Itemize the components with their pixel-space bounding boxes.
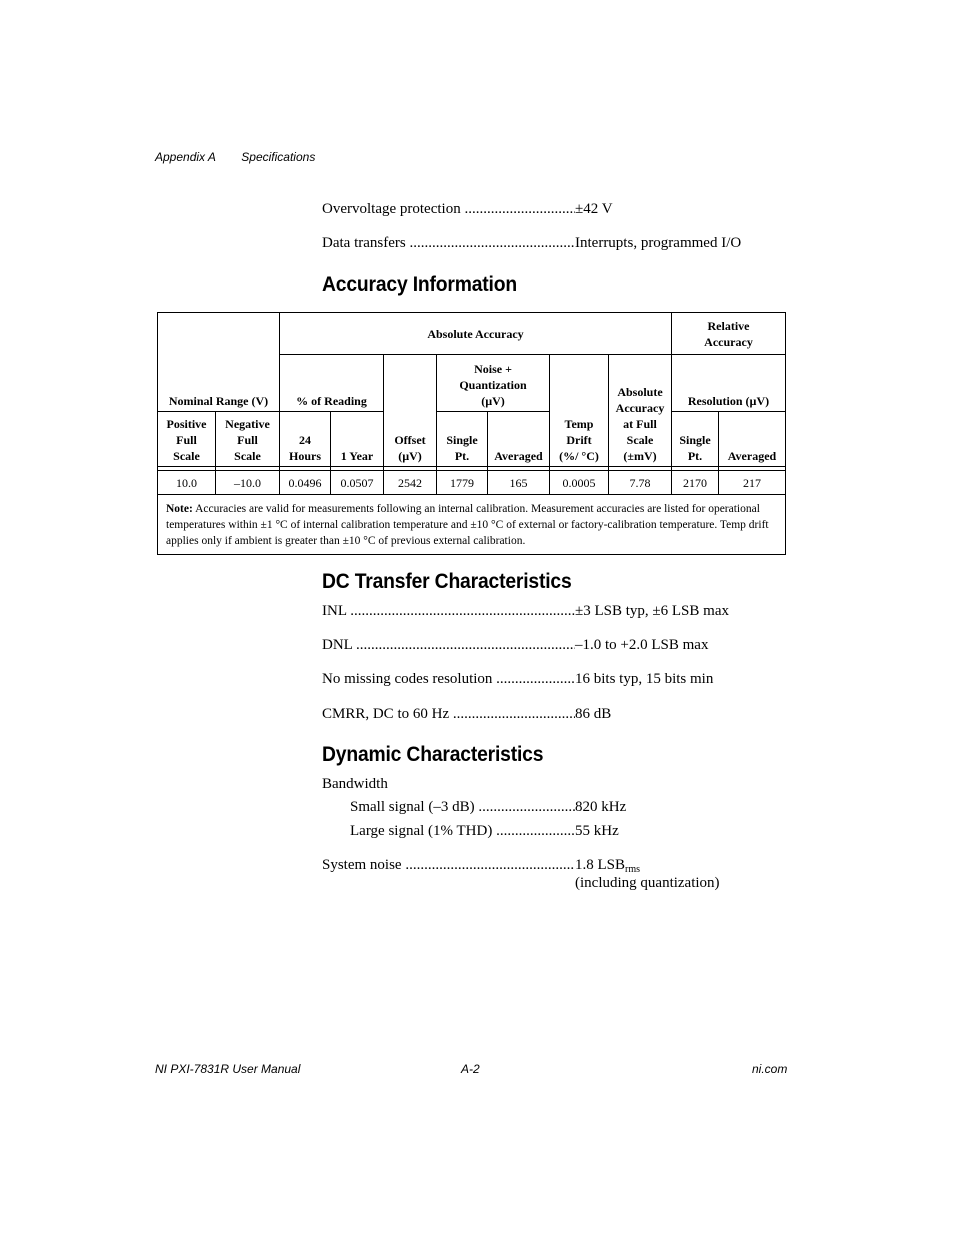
th-relative-accuracy: Relative Accuracy [672, 313, 786, 355]
note-label: Note: [166, 502, 193, 515]
cell-noise-single: 1779 [437, 471, 488, 495]
spec-small-signal [350, 799, 626, 816]
cell-temp-drift: 0.0005 [550, 471, 609, 495]
spec-overvoltage [322, 201, 613, 218]
spec-cmrr [322, 706, 611, 723]
cell-offset: 2542 [384, 471, 437, 495]
spec-label: Overvoltage protection ..... [322, 201, 575, 218]
footer-page-number: A-2 [461, 1062, 480, 1076]
cell-noise-averaged: 165 [488, 471, 550, 495]
spec-value: ±3 LSB typ, ±6 LSB max [575, 603, 729, 619]
spec-value: Interrupts, programmed I/O [575, 235, 742, 251]
th-noise-quantization: Noise + Quantization (µV) [437, 355, 550, 412]
spec-large-signal [350, 823, 619, 840]
th-percent-reading: % of Reading [280, 355, 384, 412]
footer-site-link: ni.com [752, 1062, 788, 1076]
spec-label: INL ..... [322, 603, 575, 620]
th-temp-drift: Temp Drift (%/ °C) [550, 355, 609, 467]
spec-value: ±42 V [575, 201, 613, 217]
th-1-year: 1 Year [331, 412, 384, 467]
table-row [158, 471, 786, 495]
cell-positive: 10.0 [158, 471, 216, 495]
heading-dynamic: Dynamic Characteristics [322, 743, 544, 766]
spec-data-transfers [322, 235, 741, 252]
spec-value-note: (including quantization) [575, 875, 720, 891]
spec-missing-codes [322, 671, 713, 688]
header-appendix: Appendix A [155, 150, 216, 164]
accuracy-table [157, 312, 786, 555]
th-resolution: Resolution (µV) [672, 355, 786, 412]
spec-dnl [322, 637, 708, 654]
th-offset: Offset (µV) [384, 355, 437, 467]
heading-dc-transfer: DC Transfer Characteristics [322, 570, 572, 593]
th-negative-full-scale: Negative Full Scale [216, 412, 280, 467]
page-header [155, 150, 337, 164]
th-res-single-pt: Single Pt. [672, 412, 719, 467]
spec-label: No missing codes resolution ..... [322, 671, 575, 688]
cell-24-hours: 0.0496 [280, 471, 331, 495]
th-24-hours: 24 Hours [280, 412, 331, 467]
th-nominal-range: Nominal Range (V) [158, 313, 280, 412]
cell-res-single: 2170 [672, 471, 719, 495]
spec-inl [322, 603, 729, 620]
footer-manual-title: NI PXI-7831R User Manual [155, 1062, 301, 1076]
note-text: Accuracies are valid for measurements following an internal calibration. Measurement accuracies are listed for operational temperatures within ±1 °C of internal calibration temperature and ±10 °C of external or factory-calibration temperature. Temp drift applies only if ambient is greater than ±10 °C of previous external calibration. [166, 502, 769, 547]
heading-accuracy: Accuracy Information [322, 273, 517, 296]
spec-label: Small signal (–3 dB) ..... [350, 799, 575, 816]
cell-negative: –10.0 [216, 471, 280, 495]
th-absolute-full-scale: Absolute Accuracy at Full Scale (±mV) [609, 355, 672, 467]
spec-bandwidth-label: Bandwidth [322, 776, 388, 792]
cell-abs-full-scale: 7.78 [609, 471, 672, 495]
spec-label: Data transfers ..... [322, 235, 575, 252]
header-section: Specifications [241, 150, 316, 164]
th-positive-full-scale: Positive Full Scale [158, 412, 216, 467]
cell-1-year: 0.0507 [331, 471, 384, 495]
spec-value: –1.0 to +2.0 LSB max [575, 637, 709, 653]
spec-value: 16 bits typ, 15 bits min [575, 671, 714, 687]
table-note [158, 495, 786, 555]
spec-label: Large signal (1% THD) ..... [350, 823, 575, 840]
cell-res-averaged: 217 [719, 471, 786, 495]
th-noise-averaged: Averaged [488, 412, 550, 467]
spec-system-noise [322, 857, 720, 892]
th-res-averaged: Averaged [719, 412, 786, 467]
spec-label: DNL ..... [322, 637, 575, 654]
spec-value-subscript: rms [625, 864, 641, 875]
spec-label: System noise ..... [322, 857, 575, 874]
spec-value: 86 dB [575, 706, 612, 722]
spec-label: CMRR, DC to 60 Hz ..... [322, 706, 575, 723]
th-absolute-accuracy: Absolute Accuracy [280, 313, 672, 355]
spec-value: 820 kHz [575, 799, 627, 815]
spec-value: 1.8 LSB [575, 857, 626, 873]
spec-value: 55 kHz [575, 823, 619, 839]
th-noise-single-pt: Single Pt. [437, 412, 488, 467]
